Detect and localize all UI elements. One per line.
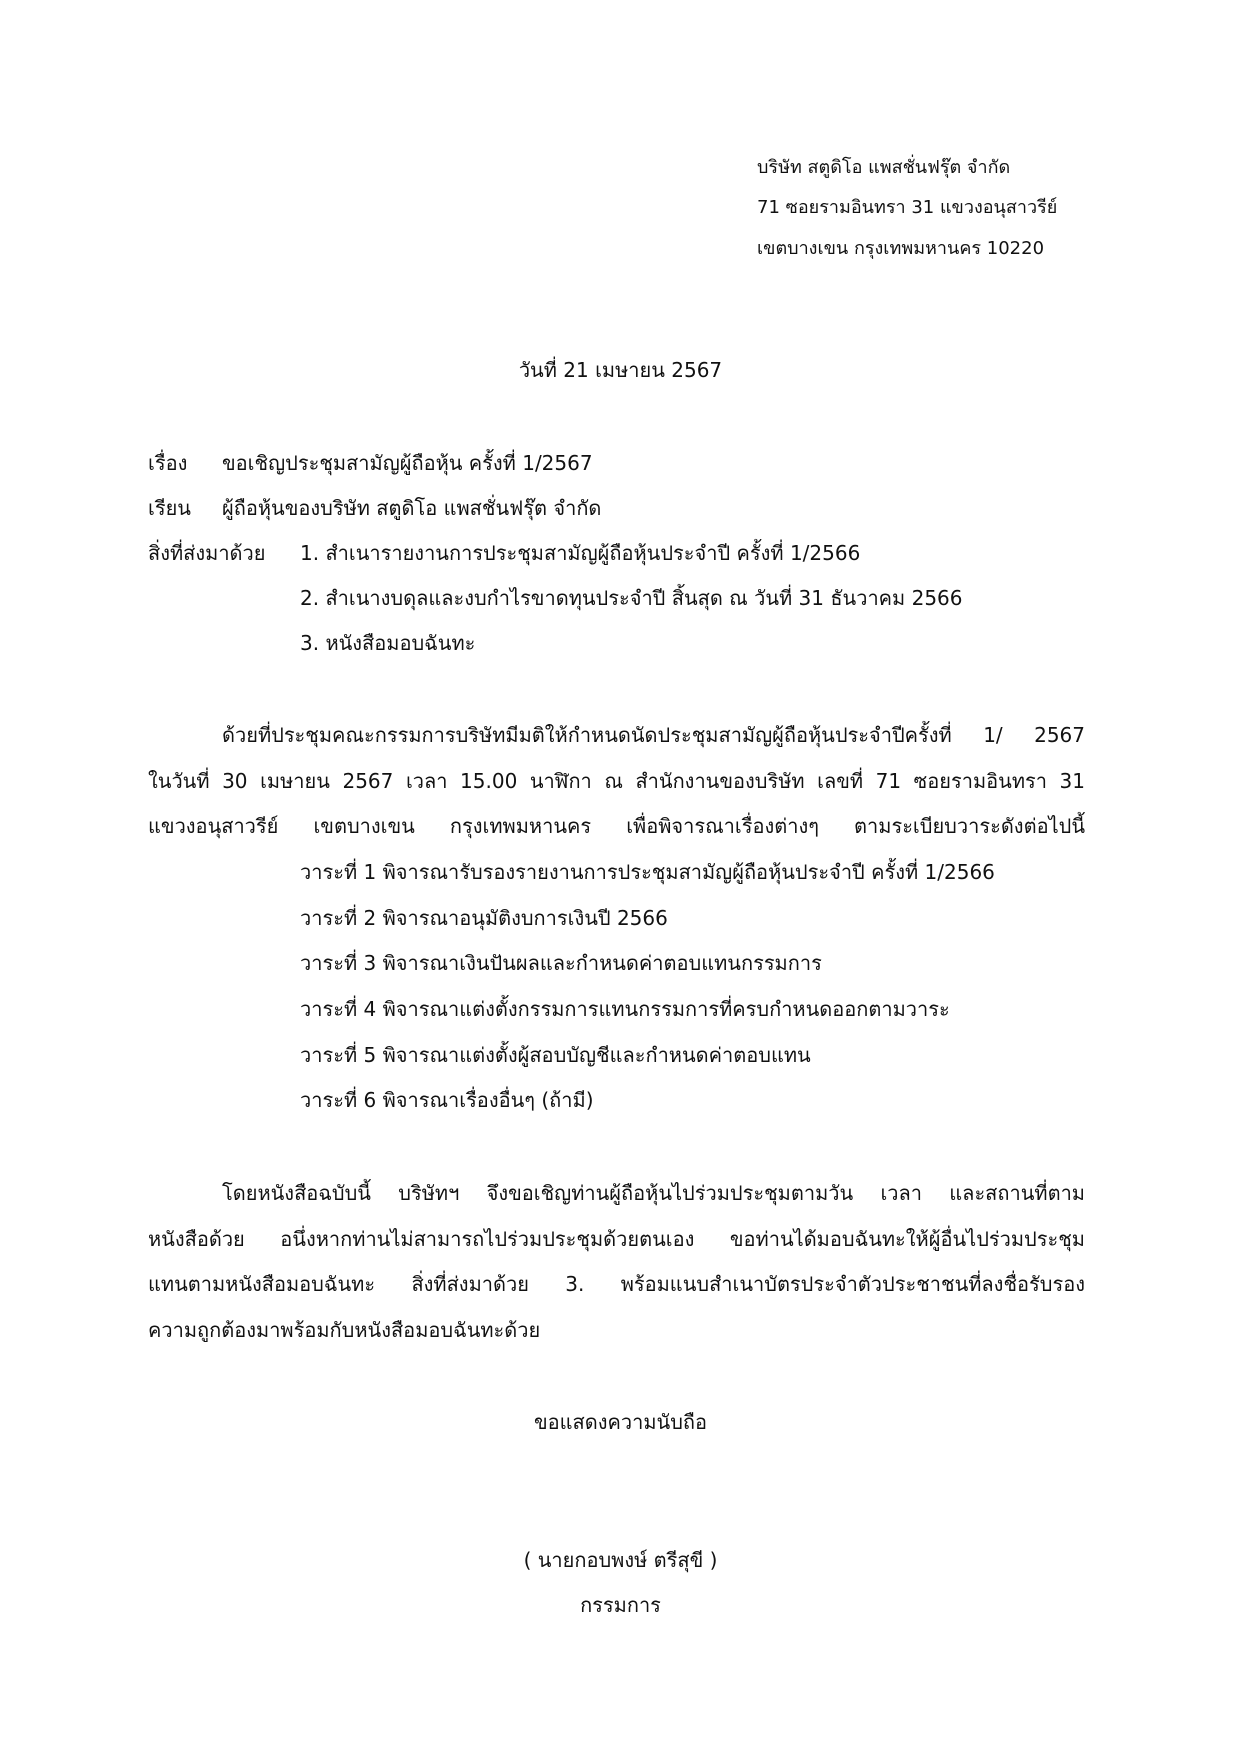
paragraph-line: ด้วยที่ประชุมคณะกรรมการบริษัทมีมติให้กำหนดนัดประชุมสามัญผู้ถือหุ้นประจำปีครั้งที่ 1/ 2567 (222, 723, 1085, 747)
agenda-item: วาระที่ 4 พิจารณาแต่งตั้งกรรมการแทนกรรมการที่ครบกำหนดออกตามวาระ (300, 997, 950, 1021)
paragraph-line: โดยหนังสือฉบับนี้ บริษัทฯ จึงขอเชิญท่านผู้ถือหุ้นไปร่วมประชุมตามวัน เวลา และสถานที่ตาม (222, 1181, 1085, 1205)
paragraph-line: แขวงอนุสาวรีย์ เขตบางเขน กรุงเทพมหานคร เพื่อพิจารณาเรื่องต่างๆ ตามระเบียบวาระดังต่อไปนี้ (148, 814, 1085, 838)
paragraph-line: หนังสือด้วย อนึ่งหากท่านไม่สามารถไปร่วมประชุมด้วยตนเอง ขอท่านได้มอบฉันทะให้ผู้อื่นไปร่วมประชุม (148, 1227, 1085, 1251)
agenda-item: วาระที่ 1 พิจารณารับรองรายงานการประชุมสามัญผู้ถือหุ้นประจำปี ครั้งที่ 1/2566 (300, 860, 995, 884)
letter-date: วันที่ 21 เมษายน 2567 (518, 358, 723, 382)
agenda-item: วาระที่ 2 พิจารณาอนุมัติงบการเงินปี 2566 (300, 906, 668, 930)
enclosure-item: 2. สำเนางบดุลและงบกำไรขาดทุนประจำปี สิ้นสุด ณ วันที่ 31 ธันวาคม 2566 (300, 586, 963, 610)
subject-text: ขอเชิญประชุมสามัญผู้ถือหุ้น ครั้งที่ 1/2567 (222, 451, 593, 475)
sender-line-street: 71 ซอยรามอินทรา 31 แขวงอนุสาวรีย์ (757, 197, 1058, 218)
paragraph-line: แทนตามหนังสือมอบฉันทะ สิ่งที่ส่งมาด้วย 3. พร้อมแนบสำเนาบัตรประจำตัวประชาชนที่ลงชื่อรับรอง (148, 1272, 1085, 1296)
enclosure-item: 3. หนังสือมอบฉันทะ (300, 631, 476, 655)
sender-line-city: เขตบางเขน กรุงเทพมหานคร 10220 (757, 238, 1045, 259)
signatory-name: ( นายกอบพงษ์ ตรีสุขี ) (523, 1548, 718, 1572)
agenda-item: วาระที่ 6 พิจารณาเรื่องอื่นๆ (ถ้ามี) (300, 1088, 594, 1112)
salutation-label: เรียน (148, 496, 191, 520)
enclosures-label: สิ่งที่ส่งมาด้วย (148, 541, 266, 565)
signatory-title: กรรมการ (580, 1593, 661, 1617)
agenda-item: วาระที่ 3 พิจารณาเงินปันผลและกำหนดค่าตอบแทนกรรมการ (300, 951, 822, 975)
subject-label: เรื่อง (148, 451, 188, 475)
enclosure-item: 1. สำเนารายงานการประชุมสามัญผู้ถือหุ้นประจำปี ครั้งที่ 1/2566 (300, 541, 861, 565)
closing: ขอแสดงความนับถือ (533, 1410, 708, 1434)
paragraph-line: ในวันที่ 30 เมษายน 2567 เวลา 15.00 นาฬิกา ณ สำนักงานของบริษัท เลขที่ 71 ซอยรามอินทรา 31 (148, 769, 1085, 793)
sender-line-company: บริษัท สตูดิโอ แพสชั่นฟรุ๊ต จำกัด (757, 157, 1011, 178)
paragraph-line: ความถูกต้องมาพร้อมกับหนังสือมอบฉันทะด้วย (148, 1318, 541, 1342)
agenda-item: วาระที่ 5 พิจารณาแต่งตั้งผู้สอบบัญชีและกำหนดค่าตอบแทน (300, 1043, 811, 1067)
salutation-text: ผู้ถือหุ้นของบริษัท สตูดิโอ แพสชั่นฟรุ๊ต จำกัด (222, 496, 602, 520)
